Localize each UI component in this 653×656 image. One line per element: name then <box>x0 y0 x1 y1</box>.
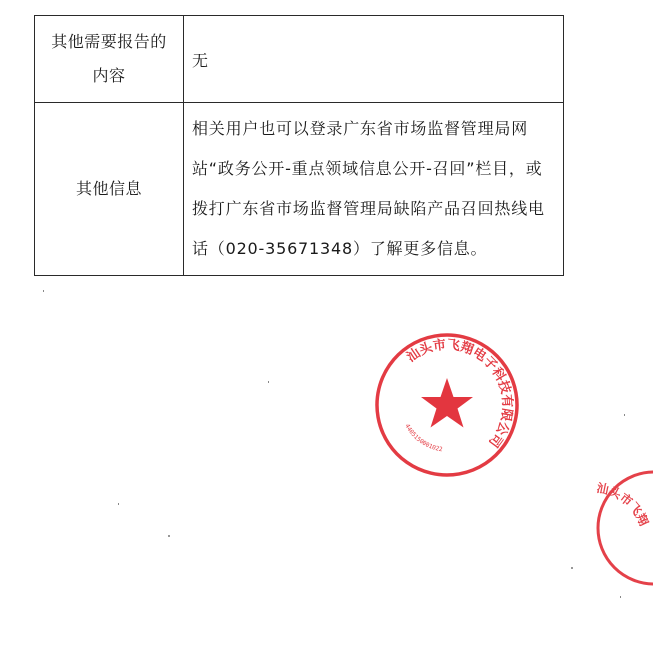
other-info-text: 相关用户也可以登录广东省市场监督管理局网站“政务公开-重点领域信息公开-召回”栏目，或拨打广东省市场监督管理局缺陷产品召回热线电话（020-35671348）了解更多信息。 <box>192 119 545 258</box>
row-label-other-info: 其他信息 <box>35 103 184 276</box>
scan-speck <box>268 381 269 383</box>
seam-seal-text: 汕头市飞翔 <box>595 480 652 529</box>
scan-speck <box>168 535 170 537</box>
scan-speck <box>118 503 119 505</box>
scan-speck <box>624 414 625 416</box>
scan-speck <box>43 290 44 292</box>
star-icon <box>421 378 473 428</box>
seam-seal <box>574 462 653 592</box>
seal-code-text: 4405150001022 <box>403 422 444 454</box>
row-label-line2: 内容 <box>92 66 126 85</box>
info-table <box>34 15 564 276</box>
table-row <box>35 16 564 103</box>
row-label-other-report <box>35 16 184 103</box>
scan-speck <box>571 567 573 569</box>
seal-company-text: 汕头市飞翔电子科技有限公司 <box>404 337 515 450</box>
row-label-line1: 其他需要报告的 <box>51 32 167 51</box>
row-value-other-info <box>184 103 564 276</box>
row-value-other-report: 无 <box>184 16 564 103</box>
company-seal <box>372 330 522 480</box>
table-row <box>35 103 564 276</box>
scan-speck <box>620 596 621 598</box>
